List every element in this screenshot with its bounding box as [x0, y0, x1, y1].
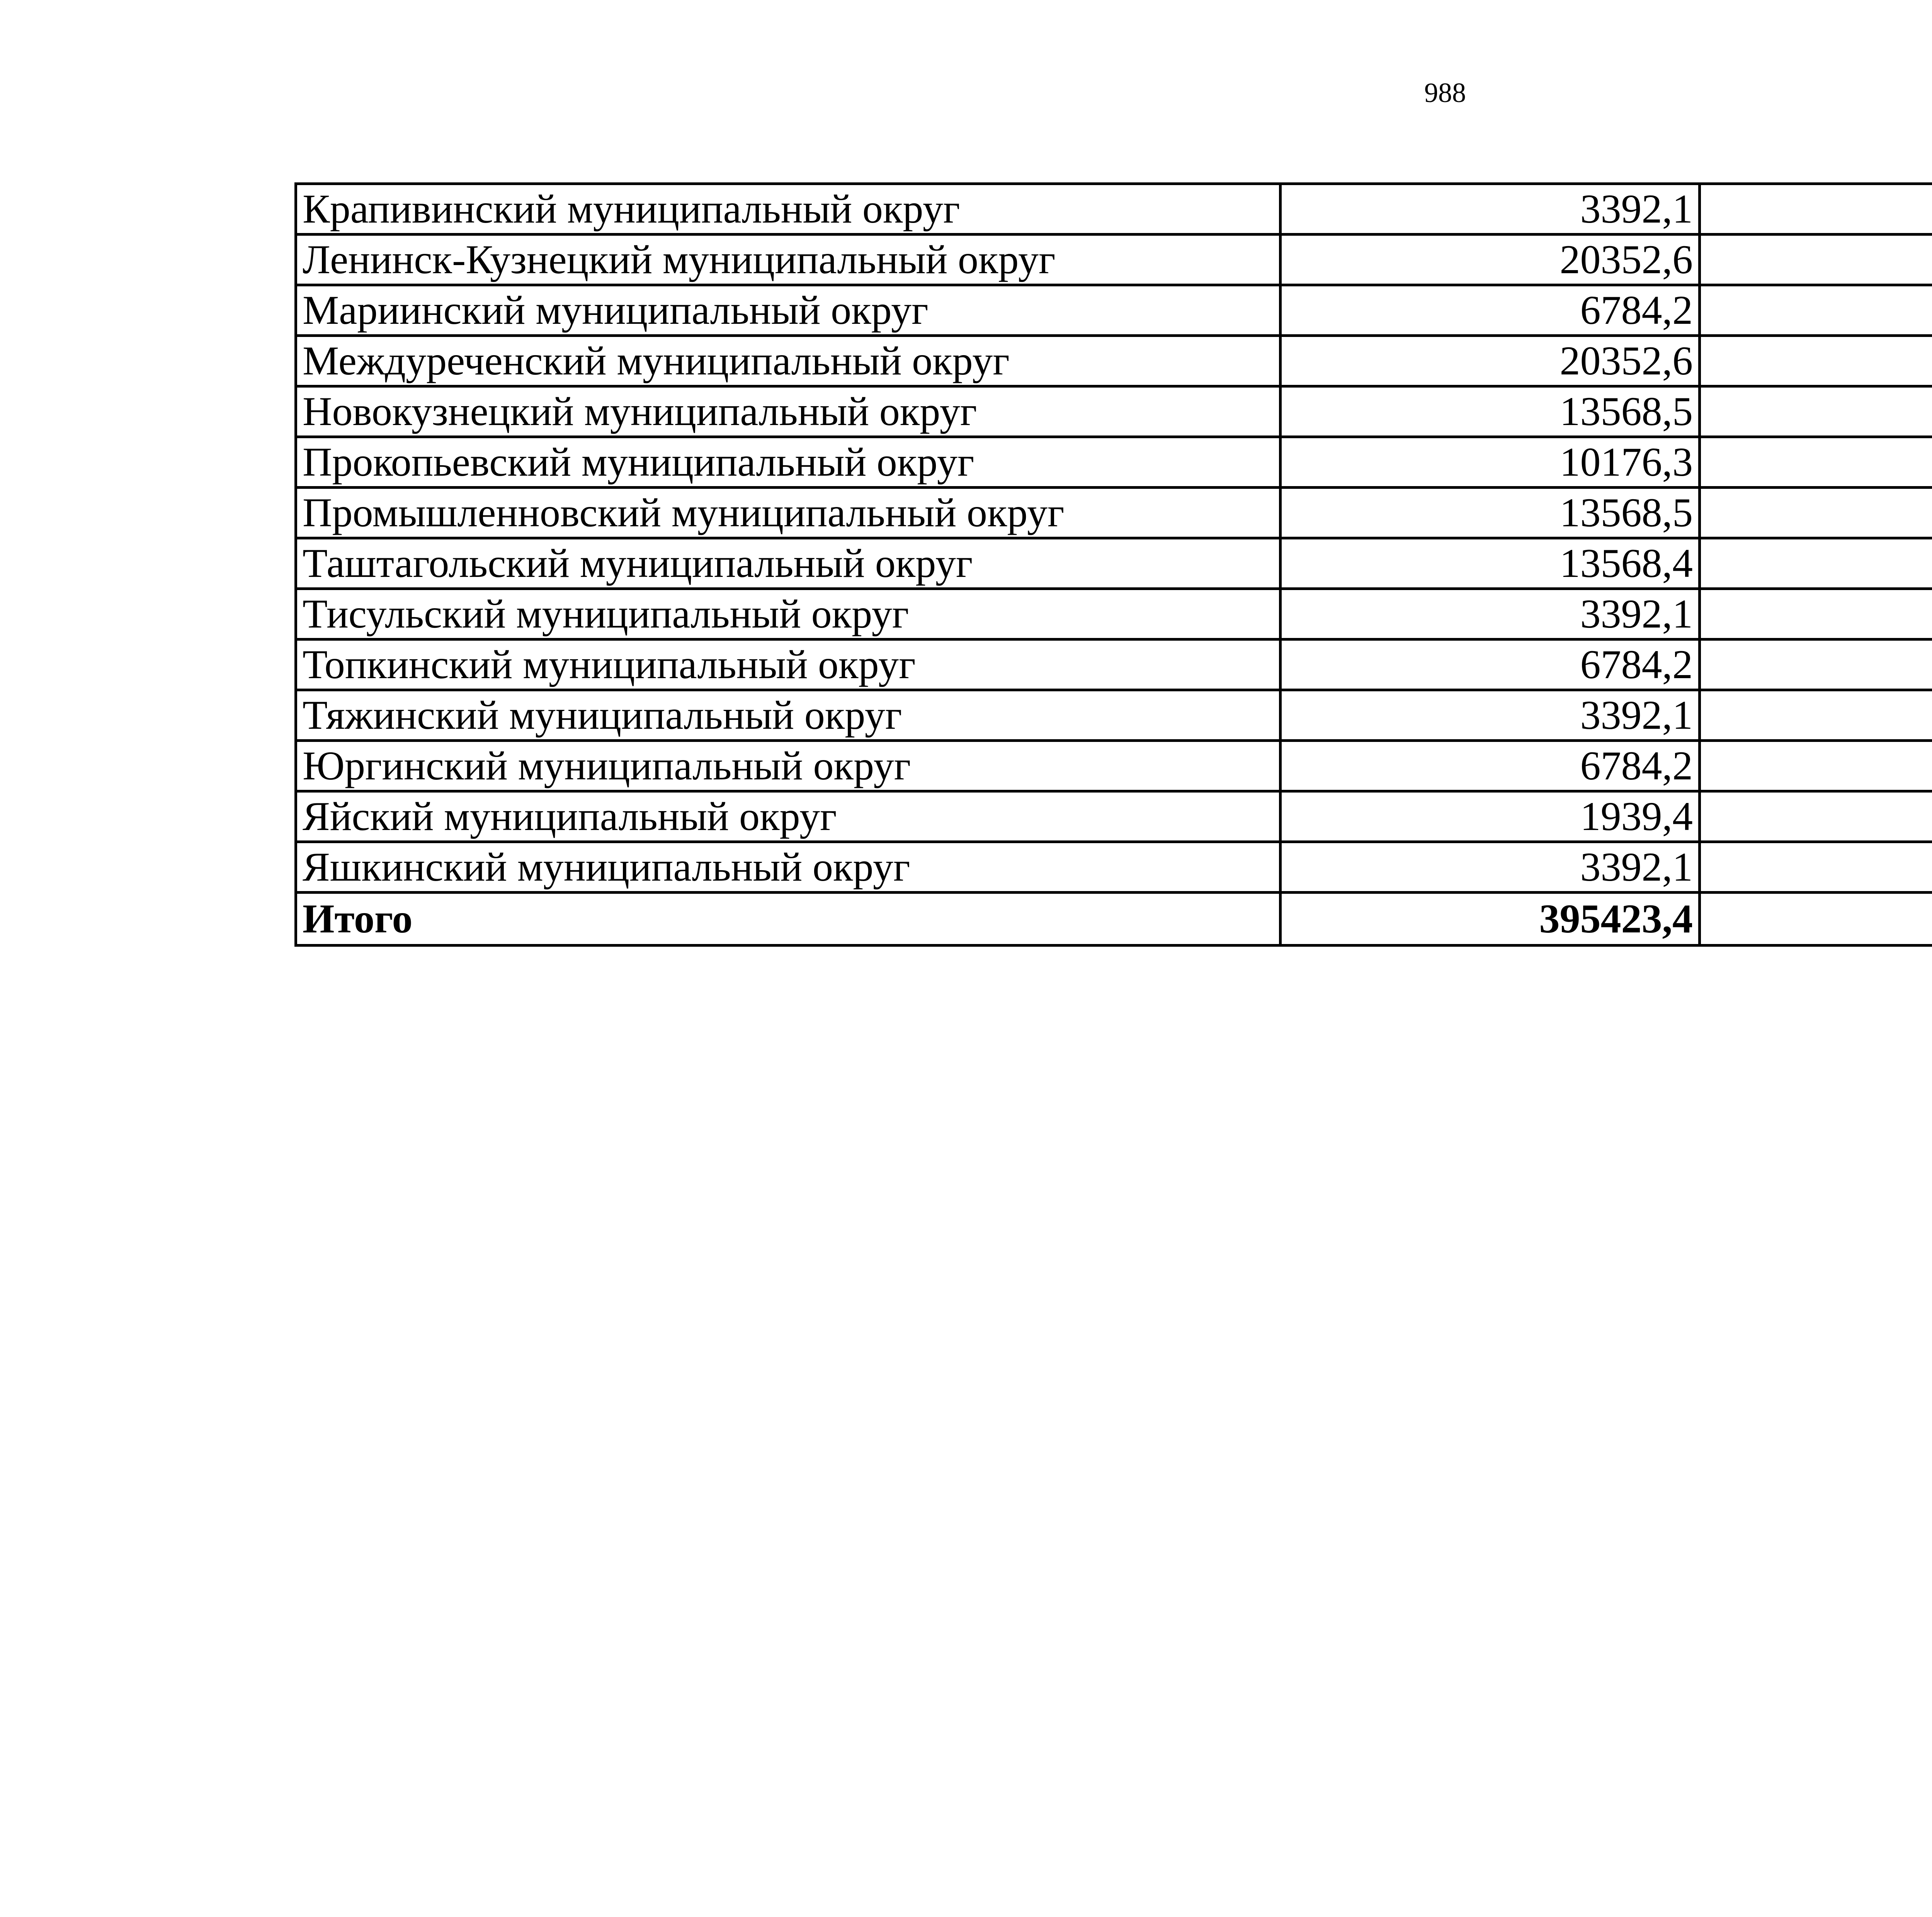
value-col-1: 6784,2: [1281, 285, 1700, 336]
district-name: Таштагольский муниципальный округ: [296, 538, 1281, 589]
value-col-2: [1700, 589, 1932, 640]
total-value-col-2: [1700, 893, 1932, 946]
table-row: [296, 791, 1932, 842]
district-name: Мариинский муниципальный округ: [296, 285, 1281, 336]
value-col-2: [1700, 437, 1932, 488]
table-row: [296, 538, 1932, 589]
table-row: [296, 336, 1932, 386]
value-col-1: 3392,1: [1281, 690, 1700, 741]
district-name: Тяжинский муниципальный округ: [296, 690, 1281, 741]
table-row: [296, 235, 1932, 285]
table-row: [296, 386, 1932, 437]
value-col-2: [1700, 842, 1932, 893]
value-col-2: [1700, 488, 1932, 538]
value-col-1: 13568,4: [1281, 538, 1700, 589]
total-label: Итого: [296, 893, 1281, 946]
district-name: Яйский муниципальный округ: [296, 791, 1281, 842]
value-col-1: 13568,5: [1281, 386, 1700, 437]
value-col-2: [1700, 285, 1932, 336]
budget-table: [294, 182, 1932, 947]
table-row: [296, 488, 1932, 538]
table-body: [296, 184, 1932, 946]
value-col-1: 3392,1: [1281, 589, 1700, 640]
district-name: Топкинский муниципальный округ: [296, 640, 1281, 690]
district-name: Прокопьевский муниципальный округ: [296, 437, 1281, 488]
value-col-2: [1700, 386, 1932, 437]
value-col-2: [1700, 538, 1932, 589]
district-name: Промышленновский муниципальный округ: [296, 488, 1281, 538]
table-row: [296, 640, 1932, 690]
value-col-1: 6784,2: [1281, 640, 1700, 690]
value-col-1: 10176,3: [1281, 437, 1700, 488]
district-name: Ленинск-Кузнецкий муниципальный округ: [296, 235, 1281, 285]
value-col-2: [1700, 640, 1932, 690]
value-col-1: 20352,6: [1281, 336, 1700, 386]
value-col-2: [1700, 184, 1932, 235]
total-row: [296, 893, 1932, 946]
table-row: [296, 690, 1932, 741]
table-row: [296, 741, 1932, 791]
value-col-2: [1700, 235, 1932, 285]
district-name: Междуреченский муниципальный округ: [296, 336, 1281, 386]
value-col-1: 6784,2: [1281, 741, 1700, 791]
value-col-1: 20352,6: [1281, 235, 1700, 285]
table-row: [296, 589, 1932, 640]
total-value-col-1: 395423,4: [1281, 893, 1700, 946]
page-number: 988: [1424, 77, 1466, 108]
value-col-2: [1700, 791, 1932, 842]
value-col-2: [1700, 336, 1932, 386]
district-name: Юргинский муниципальный округ: [296, 741, 1281, 791]
table-row: [296, 842, 1932, 893]
district-name: Крапивинский муниципальный округ: [296, 184, 1281, 235]
district-name: Яшкинский муниципальный округ: [296, 842, 1281, 893]
table-row: [296, 285, 1932, 336]
value-col-1: 13568,5: [1281, 488, 1700, 538]
value-col-2: [1700, 690, 1932, 741]
table-row: [296, 184, 1932, 235]
table-row: [296, 437, 1932, 488]
district-name: Новокузнецкий муниципальный округ: [296, 386, 1281, 437]
value-col-1: 1939,4: [1281, 791, 1700, 842]
value-col-2: [1700, 741, 1932, 791]
value-col-1: 3392,1: [1281, 842, 1700, 893]
district-name: Тисульский муниципальный округ: [296, 589, 1281, 640]
value-col-1: 3392,1: [1281, 184, 1700, 235]
